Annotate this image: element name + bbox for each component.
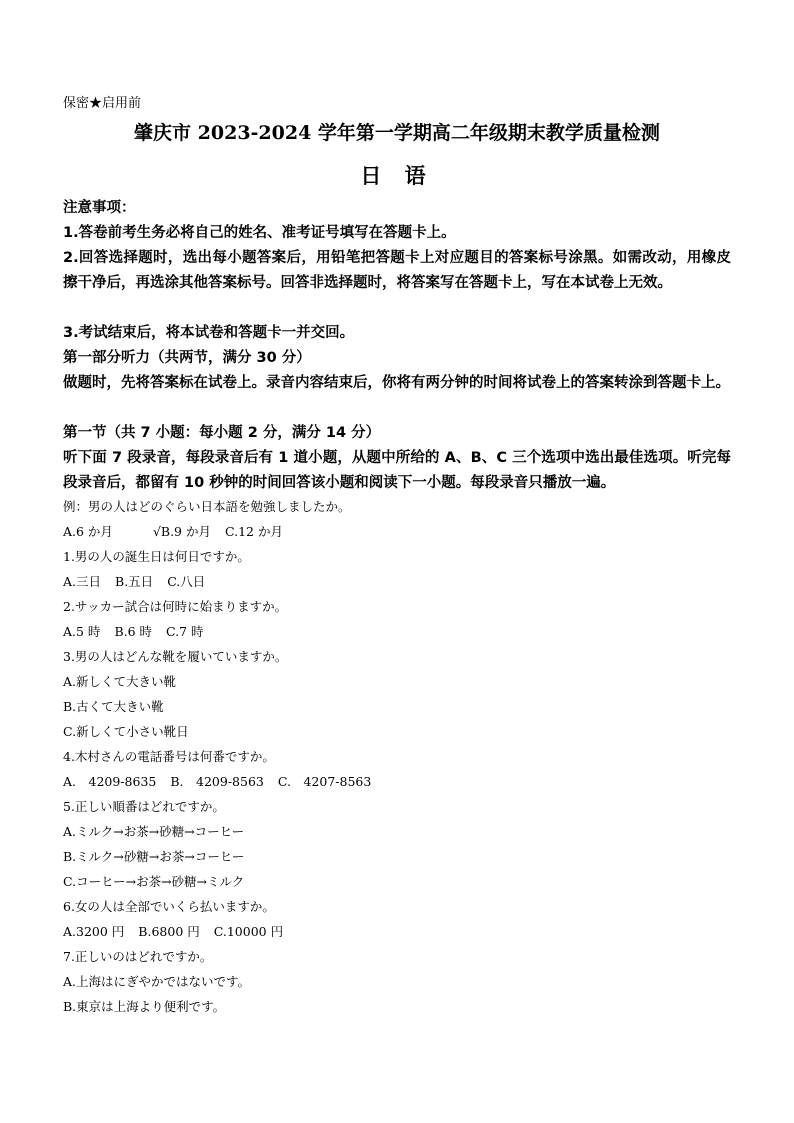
question-5: 5.正しい順番はどれですか。: [63, 799, 225, 814]
question-7-option-a: A.上海はにぎやかではないです。: [63, 974, 251, 989]
exam-title: 肇庆市 2023-2024 学年第一学期高二年级期末教学质量检测: [134, 122, 660, 144]
question-2-option-a: A.5 時: [63, 624, 101, 639]
question-1-options: [63, 573, 219, 591]
question-4-options: [63, 773, 385, 791]
question-4: 4.木村さんの電話番号は何番ですか。: [63, 749, 275, 764]
question-3: 3.男の人はどんな靴を履いていますか。: [63, 649, 288, 664]
question-1-option-a: A.三日: [63, 574, 102, 589]
question-2: 2.サッカー試合は何時に始まりますか。: [63, 599, 288, 614]
question-3-option-b: B.古くて大きい靴: [63, 699, 164, 714]
example-option-b: √B.9 か月: [152, 524, 211, 539]
part1-note: 做题时，先将答案标在试卷上。录音内容结束后，你将有两分钟的时间将试卷上的答案转涂到答题卡上。: [63, 375, 730, 391]
question-6-option-a: A.3200 円: [63, 924, 125, 939]
instruction-item-1: 1.答卷前考生务必将自己的姓名、准考证号填写在答题卡上。: [63, 225, 456, 241]
instruction-item-2: 2.回答选择题时，选出每小题答案后，用铅笔把答题卡上对应题目的答案标号涂黑。如需改动，用橡皮擦干净后，再选涂其他答案标号。回答非选择题时，将答案写在答题卡上，写在本试卷上无效。: [63, 250, 731, 291]
instructions-heading: 注意事项：: [63, 200, 136, 216]
question-1: 1.男の人の誕生日は何日ですか。: [63, 549, 250, 564]
question-6-options: [63, 923, 297, 941]
question-7-option-b: B.東京は上海より便利です。: [63, 999, 226, 1014]
confidential-label: 保密★启用前: [63, 96, 142, 111]
example-option-c: C.12 か月: [225, 524, 283, 539]
example-options: [63, 523, 297, 541]
instruction-item-3: 3.考试结束后，将本试卷和答题卡一并交回。: [63, 325, 355, 341]
question-6-option-b: B.6800 円: [138, 924, 200, 939]
section1-directions: 听下面 7 段录音，每段录音后有 1 道小题，从题中所给的 A、B、C 三个选项中选出最佳选项。听完每段录音后，都留有 10 秒钟的时间回答该小题和阅读下一小题。每段录音只播放一遍。: [63, 450, 731, 491]
question-5-option-c: C.コーヒー→お茶→砂糖→ミルク: [63, 874, 245, 889]
question-2-options: [63, 623, 218, 641]
question-1-option-b: B.五日: [115, 574, 154, 589]
question-3-option-c: C.新しくて小さい靴日: [63, 724, 189, 739]
question-4-option-c: C. 4207-8563: [277, 774, 372, 789]
question-4-option-b: B. 4209-8563: [170, 774, 264, 789]
section1-heading: 第一节（共 7 小题：每小题 2 分，满分 14 分）: [63, 425, 381, 441]
question-7: 7.正しいのはどれですか。: [63, 949, 213, 964]
question-2-option-c: C.7 時: [166, 624, 204, 639]
question-1-option-c: C.八日: [167, 574, 206, 589]
question-5-option-a: A.ミルク→お茶→砂糖→コーヒー: [63, 824, 245, 839]
question-4-option-a: A. 4209-8635: [63, 774, 157, 789]
question-6: 6.女の人は全部でいくら払いますか。: [63, 899, 275, 914]
subject-title: 日 语: [360, 163, 434, 188]
question-5-option-b: B.ミルク→砂糖→お茶→コーヒー: [63, 849, 245, 864]
example-option-a: A.6 か月: [63, 524, 113, 539]
part1-heading: 第一部分听力（共两节，满分 30 分）: [63, 350, 311, 366]
question-3-option-a: A.新しくて大きい靴: [63, 674, 177, 689]
question-2-option-b: B.6 時: [114, 624, 153, 639]
question-6-option-c: C.10000 円: [213, 924, 284, 939]
example-question: 例：男の人はどのぐらい日本語を勉強しましたか。: [63, 499, 351, 514]
